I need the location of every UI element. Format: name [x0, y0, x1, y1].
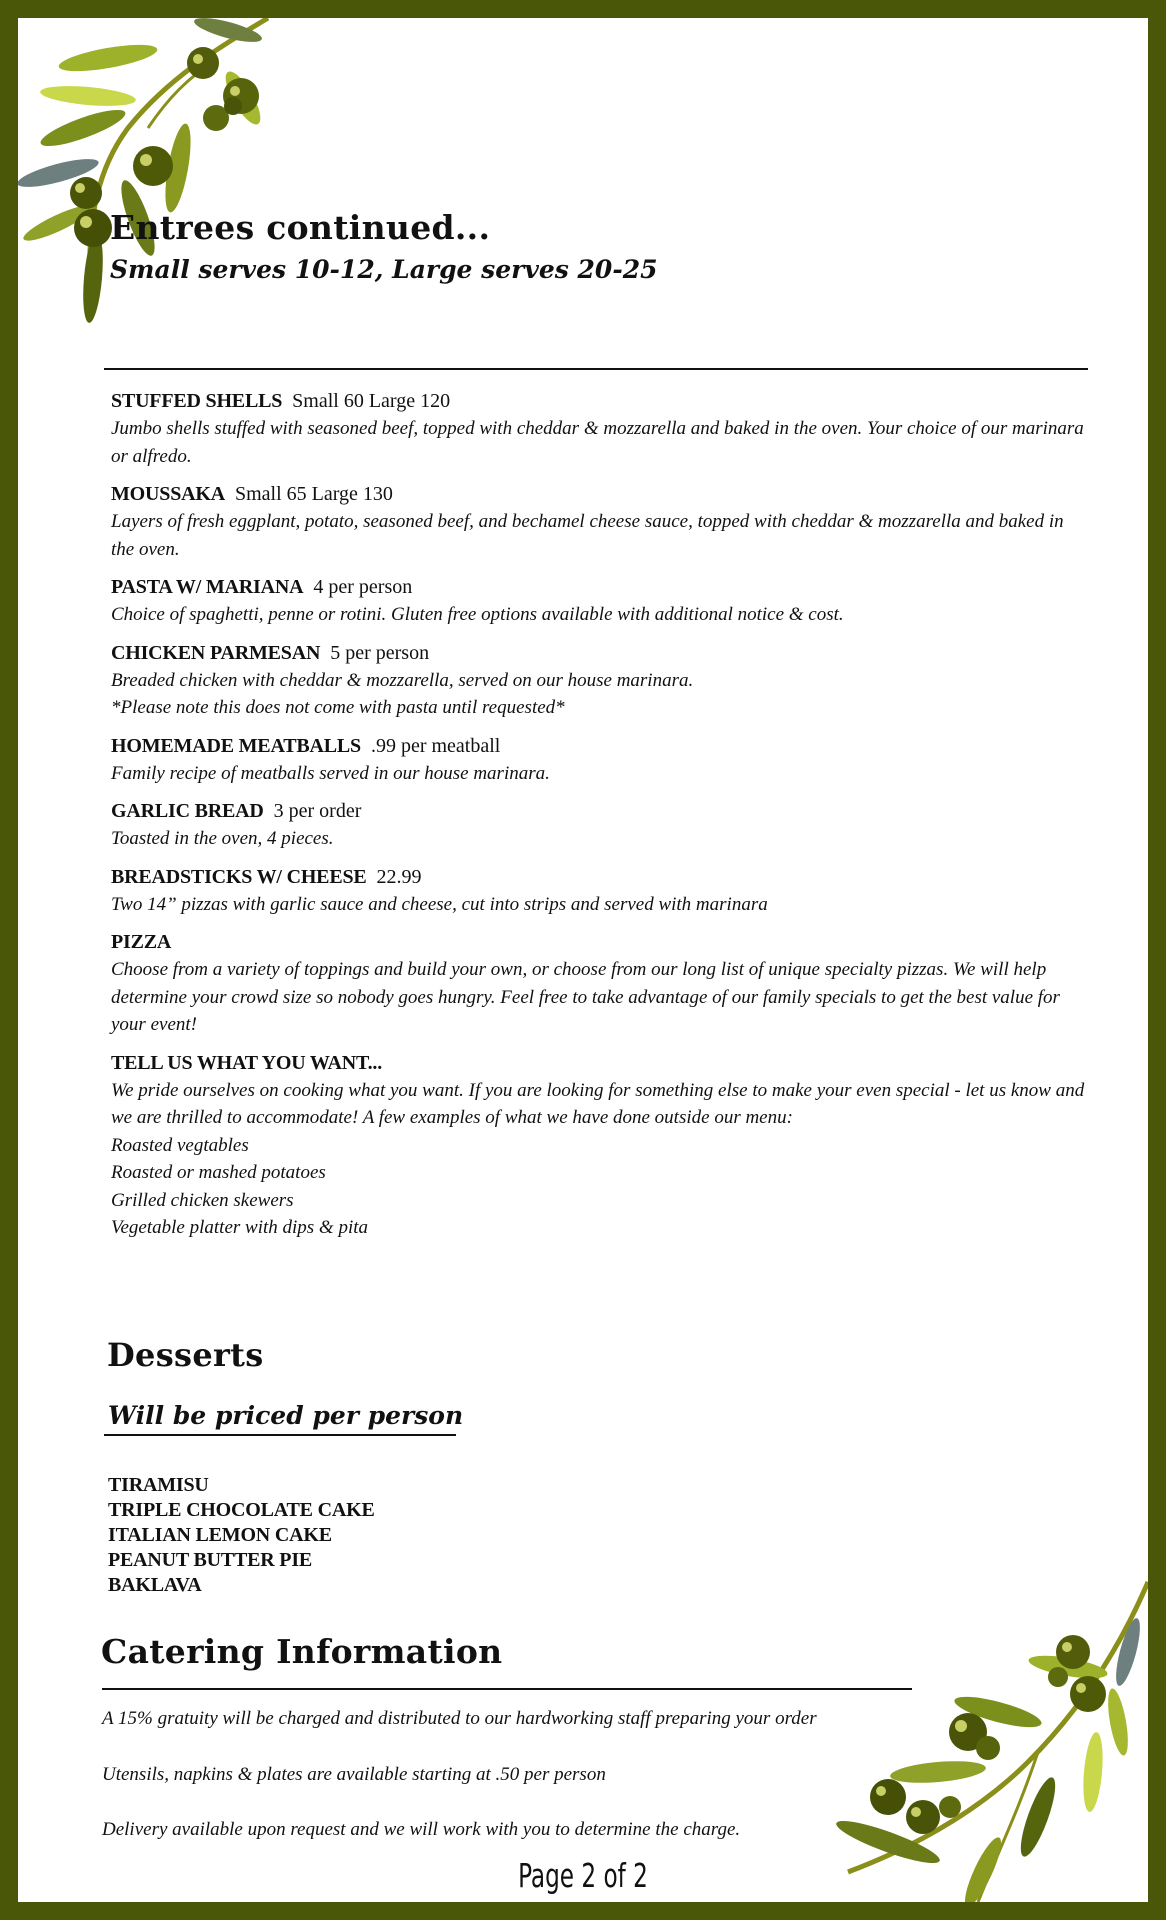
desserts-divider: [104, 1434, 456, 1436]
entree-item: [111, 864, 1086, 919]
entree-name: HOMEMADE MEATBALLS: [111, 734, 361, 757]
olive-branch-icon: [788, 1572, 1148, 1902]
entree-item: [111, 798, 1086, 853]
entree-description: Choice of spaghetti, penne or rotini. Gluten free options available with additional notice & cost.: [111, 604, 844, 625]
entree-name: PIZZA: [111, 931, 172, 953]
entree-name: PASTA W/ MARIANA: [111, 576, 304, 598]
entree-name: STUFFED SHELLS: [111, 390, 283, 412]
entree-price: 22.99: [376, 865, 422, 888]
olive-branch-icon: [18, 18, 338, 348]
dessert-item: TIRAMISU: [108, 1474, 209, 1496]
entree-item: [111, 481, 1086, 563]
entree-item: [111, 388, 1086, 470]
entree-name: CHICKEN PARMESAN: [111, 641, 321, 664]
entree-description: Family recipe of meatballs served in our house marinara.: [111, 762, 550, 784]
entree-price: 4 per person: [313, 576, 413, 598]
entrees-title: Entrees continued...: [110, 208, 491, 247]
dessert-item: ITALIAN LEMON CAKE: [108, 1524, 332, 1546]
entree-description: Two 14” pizzas with garlic sauce and cheese, cut into strips and served with marinara: [111, 893, 768, 915]
entree-item: [111, 1050, 1086, 1242]
entree-name: GARLIC BREAD: [111, 800, 264, 822]
dessert-item: BAKLAVA: [108, 1574, 202, 1596]
entree-item: [111, 929, 1086, 1039]
desserts-subtitle: Will be priced per person: [108, 1401, 464, 1430]
catering-utensils-note: Utensils, napkins & plates are available starting at .50 per person: [102, 1764, 606, 1785]
entree-description: Grilled chicken skewers: [111, 1189, 294, 1211]
dessert-item: TRIPLE CHOCOLATE CAKE: [108, 1499, 375, 1521]
dessert-item: PEANUT BUTTER PIE: [108, 1549, 313, 1571]
entree-description: Vegetable platter with dips & pita: [111, 1217, 369, 1238]
entree-price: 3 per order: [273, 800, 362, 822]
entree-name: MOUSSAKA: [111, 483, 225, 505]
catering-divider: [102, 1688, 912, 1690]
entree-name: TELL US WHAT YOU WANT...: [111, 1051, 383, 1074]
entree-price: Small 65 Large 130: [234, 483, 393, 505]
entree-price: Small 60 Large 120: [292, 390, 451, 412]
entree-name: BREADSTICKS W/ CHEESE: [111, 865, 367, 888]
entree-description: Toasted in the oven, 4 pieces.: [111, 828, 334, 849]
entree-description: Layers of fresh eggplant, potato, seasoned beef, and bechamel cheese sauce, topped with cheddar & mozzarella and baked in the oven.: [111, 511, 1064, 560]
entree-item: [111, 733, 1086, 788]
entrees-subtitle: Small serves 10-12, Large serves 20-25: [110, 255, 658, 284]
entree-description: Roasted or mashed potatoes: [111, 1162, 326, 1183]
entree-description: We pride ourselves on cooking what you want. If you are looking for something else to make your even special - let us know and we are thrilled to accommodate! A few examples of what we have done outside our menu:: [111, 1079, 1085, 1128]
menu-page: [18, 18, 1148, 1902]
entree-description: *Please note this does not come with pasta until requested*: [111, 697, 565, 718]
entree-item: [111, 574, 1086, 629]
desserts-list: [108, 1473, 375, 1598]
entree-price: .99 per meatball: [370, 734, 501, 757]
catering-title: Catering Information: [101, 1632, 503, 1671]
entrees-list: [111, 388, 1086, 1253]
entree-description: Choose from a variety of toppings and build your own, or choose from our long list of unique specialty pizzas. We will help determine your crowd size so nobody goes hungry. Feel free to take advantage of our family specials to get the best value for your event!: [111, 959, 1060, 1035]
catering-gratuity-note: A 15% gratuity will be charged and distributed to our hardworking staff preparing your order: [102, 1708, 817, 1729]
entree-item: [111, 640, 1086, 722]
entree-description: Breaded chicken with cheddar & mozzarella, served on our house marinara.: [111, 669, 694, 691]
entree-price: 5 per person: [330, 641, 430, 664]
entrees-divider: [104, 368, 1088, 370]
catering-delivery-note: Delivery available upon request and we will work with you to determine the charge.: [102, 1819, 741, 1840]
page-number: Page 2 of 2: [518, 1856, 648, 1895]
desserts-title: Desserts: [107, 1336, 264, 1374]
entree-description: Roasted vegtables: [111, 1134, 249, 1156]
entree-description: Jumbo shells stuffed with seasoned beef, topped with cheddar & mozzarella and baked in the oven. Your choice of our marinara or alfredo.: [111, 418, 1084, 467]
